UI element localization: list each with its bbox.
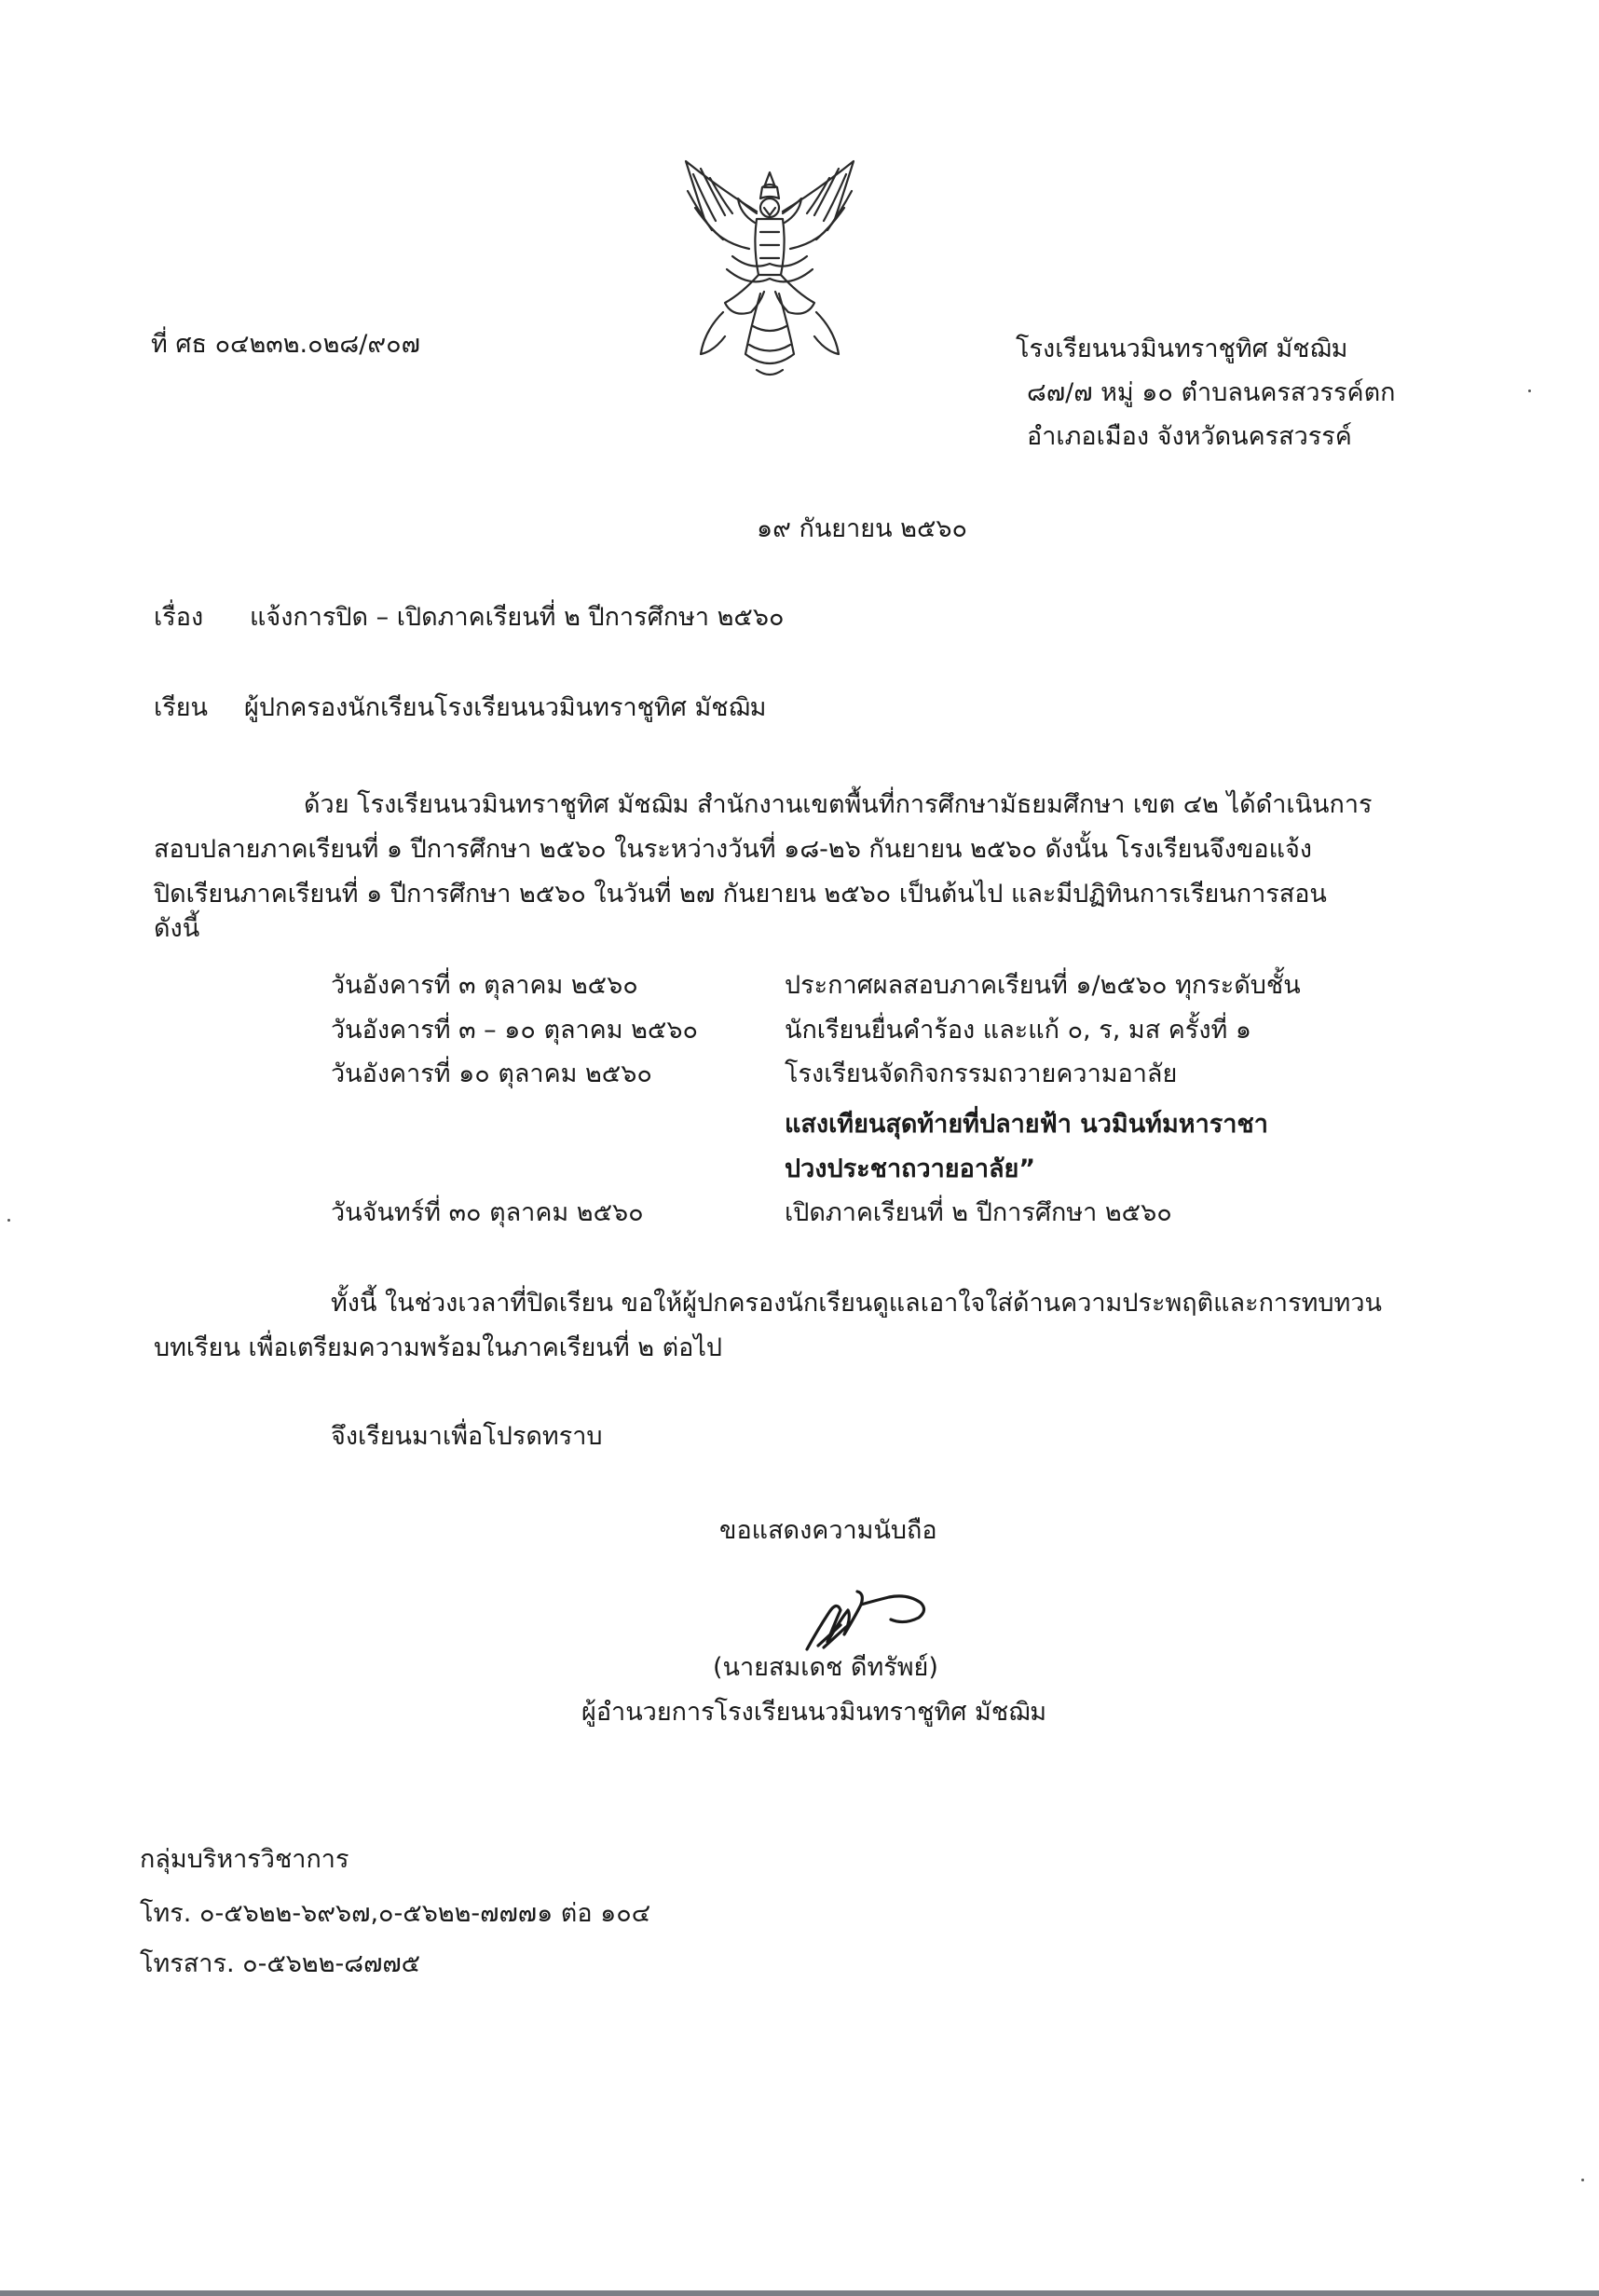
letter-date: ๑๙ กันยายน ๒๕๖๐: [757, 514, 967, 543]
recipient-text: ผู้ปกครองนักเรียนโรงเรียนนวมินทราชูทิศ มัชฌิม: [244, 693, 767, 722]
scan-speck: [1528, 390, 1531, 392]
schedule-event: เปิดภาคเรียนที่ ๒ ปีการศึกษา ๒๕๖๐: [785, 1198, 1172, 1227]
schedule-event: นักเรียนยื่นคำร้อง และแก้ ๐, ร, มส ครั้งที่ ๑: [785, 1016, 1252, 1045]
body-para2-line2: บทเรียน เพื่อเตรียมความพร้อมในภาคเรียนที่ ๒ ต่อไป: [154, 1333, 723, 1362]
scan-speck: [1581, 2179, 1584, 2181]
body-para1-line2: สอบปลายภาคเรียนที่ ๑ ปีการศึกษา ๒๕๖๐ ในระหว่างวันที่ ๑๘-๒๖ กันยายน ๒๕๖๐ ดังนั้น โรงเรียนจึงขอแจ้ง: [154, 835, 1312, 864]
footer-fax: โทรสาร. ๐-๕๖๒๒-๘๗๗๕: [140, 1949, 421, 1978]
body-para1-line4: ดังนี้: [154, 914, 200, 943]
address-line-2: อำเภอเมือง จังหวัดนครสวรรค์: [1027, 422, 1352, 451]
signatory-name: (นายสมเดช ดีทรัพย์): [713, 1653, 938, 1682]
schedule-event: ปวงประชาถวายอาลัย”: [785, 1155, 1036, 1183]
body-para2-line1: ทั้งนี้ ในช่วงเวลาที่ปิดเรียน ขอให้ผู้ปกครองนักเรียนดูแลเอาใจใส่ด้านความประพฤติและการทบทวน: [331, 1289, 1382, 1318]
subject-label: เรื่อง: [154, 603, 204, 632]
garuda-emblem-icon: [667, 154, 872, 382]
handwritten-signature-icon: [800, 1573, 939, 1657]
schedule-event: โรงเรียนจัดกิจกรรมถวายความอาลัย: [785, 1059, 1178, 1088]
signatory-position: ผู้อำนวยการโรงเรียนนวมินทราชูทิศ มัชฌิม: [581, 1698, 1047, 1727]
school-name: โรงเรียนนวมินทราชูทิศ มัชฌิม: [1016, 335, 1348, 363]
body-para1-line1: ด้วย โรงเรียนนวมินทราชูทิศ มัชฌิม สำนักงานเขตพื้นที่การศึกษามัธยมศึกษา เขต ๔๒ ได้ดำเนินการ: [304, 790, 1373, 819]
scan-edge: [0, 2290, 1599, 2296]
schedule-date: วันอังคารที่ ๓ – ๑๐ ตุลาคม ๒๕๖๐: [331, 1016, 698, 1045]
body-para1-line3: ปิดเรียนภาคเรียนที่ ๑ ปีการศึกษา ๒๕๖๐ ในวันที่ ๒๗ กันยายน ๒๕๖๐ เป็นต้นไป และมีปฏิทินการเรียนการสอน: [154, 880, 1327, 909]
schedule-date: วันจันทร์ที่ ๓๐ ตุลาคม ๒๕๖๐: [331, 1198, 644, 1227]
schedule-date: วันอังคารที่ ๑๐ ตุลาคม ๒๕๖๐: [331, 1059, 652, 1088]
subject-text: แจ้งการปิด – เปิดภาคเรียนที่ ๒ ปีการศึกษา ๒๕๖๐: [250, 603, 785, 632]
schedule-date: วันอังคารที่ ๓ ตุลาคม ๒๕๖๐: [331, 971, 638, 1000]
recipient-label: เรียน: [154, 693, 209, 722]
scan-speck: [7, 1219, 10, 1222]
address-line-1: ๘๗/๗ หมู่ ๑๐ ตำบลนครสวรรค์ตก: [1027, 378, 1396, 407]
closing-salutation: ขอแสดงความนับถือ: [719, 1516, 937, 1545]
footer-department: กลุ่มบริหารวิชาการ: [140, 1845, 349, 1874]
reference-number: ที่ ศธ ๐๔๒๓๒.๐๒๘/๙๐๗: [151, 330, 420, 359]
schedule-event: ประกาศผลสอบภาคเรียนที่ ๑/๒๕๖๐ ทุกระดับชั้น: [785, 971, 1301, 1000]
footer-phone: โทร. ๐-๕๖๒๒-๖๙๖๗,๐-๕๖๒๒-๗๗๗๑ ต่อ ๑๐๔: [140, 1899, 651, 1928]
closing-request: จึงเรียนมาเพื่อโปรดทราบ: [331, 1422, 603, 1451]
schedule-event: แสงเทียนสุดท้ายที่ปลายฟ้า นวมินท์มหาราชา: [785, 1110, 1268, 1139]
